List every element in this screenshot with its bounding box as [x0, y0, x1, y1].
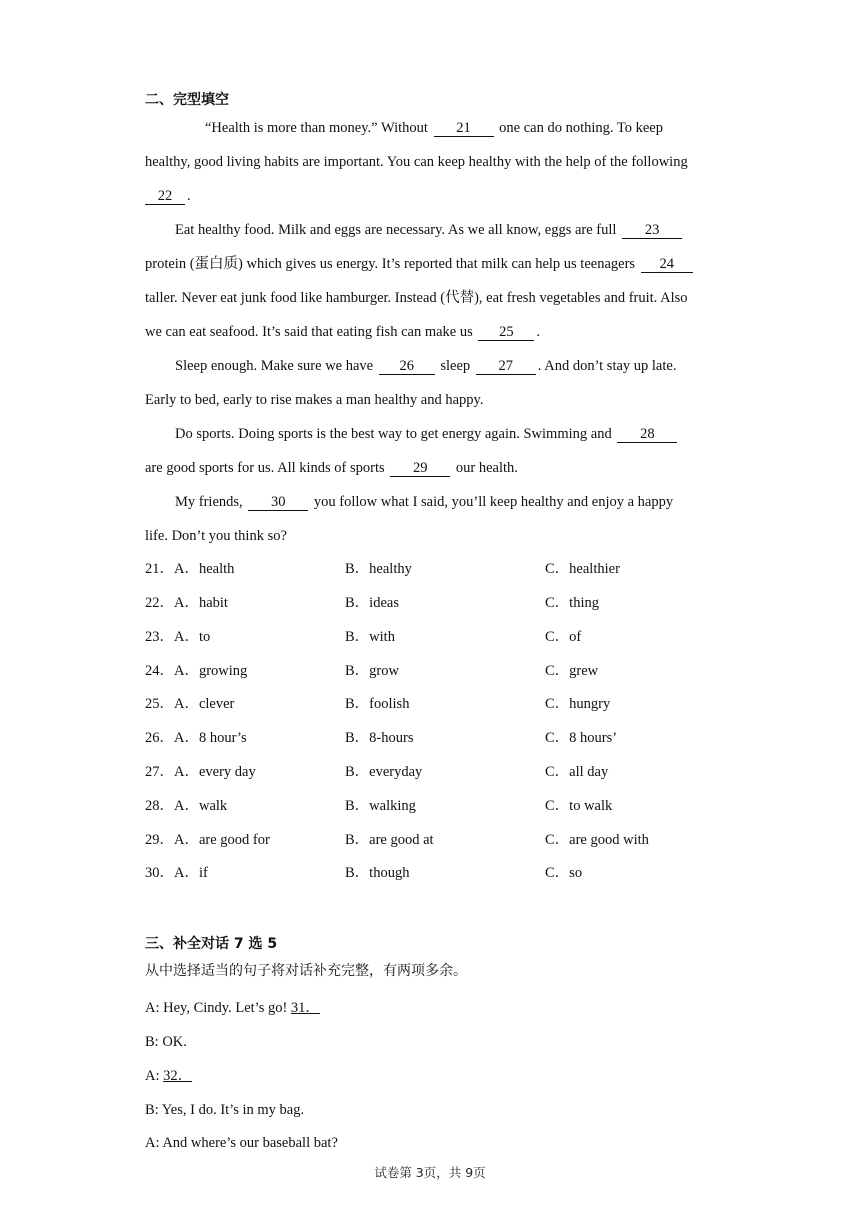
blank-22: 22	[145, 188, 185, 205]
option-23-c: C．of	[545, 629, 582, 645]
option-row-21: 21．A．health	[145, 561, 235, 577]
page-footer: 试卷第 3页，共 9页	[374, 1165, 486, 1180]
blank-28: 28	[617, 426, 677, 443]
section3-heading: 三、补全对话 7 选 5	[145, 936, 278, 952]
dialogue-line-2: B: OK.	[145, 1034, 187, 1050]
option-row-30: 30．A．if	[145, 865, 208, 881]
option-29-b: B．are good at	[345, 832, 434, 848]
section2-heading: 二、完型填空	[145, 92, 229, 108]
blank-27: 27	[476, 358, 536, 375]
option-row-24: 24．A．growing	[145, 663, 248, 679]
option-21-b: B．healthy	[345, 561, 412, 577]
p3-line1: Sleep enough. Make sure we have 26 sleep 27 . And don’t stay up late.	[175, 358, 677, 374]
option-row-25: 25．A．clever	[145, 696, 235, 712]
option-26-b: B．8-hours	[345, 730, 414, 746]
option-row-29: 29．A．are good for	[145, 832, 270, 848]
dialogue-line-5: A: And where’s our baseball bat?	[145, 1135, 338, 1151]
p1-line3: 22 .	[145, 186, 191, 206]
option-27-c: C．all day	[545, 764, 609, 780]
option-24-c: C．grew	[545, 663, 599, 679]
option-row-26: 26．A．8 hour’s	[145, 730, 247, 746]
p2-line1: Eat healthy food. Milk and eggs are necessary. As we all know, eggs are full 23	[175, 220, 684, 240]
p4-line1: Do sports. Doing sports is the best way to get energy again. Swimming and 28	[175, 424, 679, 444]
option-row-23: 23．A．to	[145, 629, 211, 645]
p2-line4: we can eat seafood. It’s said that eating fish can make us 25 .	[145, 324, 540, 340]
p1-line2: healthy, good living habits are important. You can keep healthy with the help of the following	[145, 154, 688, 170]
dialogue-line-4: B: Yes, I do. It’s in my bag.	[145, 1102, 305, 1118]
option-28-b: B．walking	[345, 798, 416, 814]
blank-31: 31．	[290, 1000, 320, 1016]
p2-line2: protein (蛋白质) which gives us energy. It’s reported that milk can help us teenagers 24	[145, 254, 695, 274]
option-22-c: C．thing	[545, 595, 599, 611]
option-29-c: C．are good with	[545, 832, 649, 848]
blank-25: 25	[478, 324, 534, 341]
section3-instruction: 从中选择适当的句子将对话补充完整，有两项多余。	[145, 963, 467, 979]
option-27-b: B．everyday	[345, 764, 423, 780]
p3-line2: Early to bed, early to rise makes a man healthy and happy.	[145, 392, 484, 408]
blank-29: 29	[390, 460, 450, 477]
option-row-22: 22．A．habit	[145, 595, 228, 611]
blank-21: 21	[434, 120, 494, 137]
option-21-c: C．healthier	[545, 561, 620, 577]
option-26-c: C．8 hours’	[545, 730, 618, 746]
dialogue-line-1: A: Hey, Cindy. Let’s go! 31．	[145, 1000, 320, 1016]
option-23-b: B．with	[345, 629, 395, 645]
blank-30: 30	[248, 494, 308, 511]
option-row-28: 28．A．walk	[145, 798, 228, 814]
p1-line1: “Health is more than money.” Without 21 one can do nothing. To keep	[205, 120, 663, 136]
p5-line2: life. Don’t you think so?	[145, 528, 287, 544]
p2-line3: taller. Never eat junk food like hamburger. Instead (代替), eat fresh vegetables and fruit. Also	[145, 290, 688, 306]
p4-line2: are good sports for us. All kinds of sports 29 our health.	[145, 460, 518, 476]
blank-26: 26	[379, 358, 435, 375]
option-22-b: B．ideas	[345, 595, 399, 611]
blank-23: 23	[622, 222, 682, 239]
blank-24: 24	[641, 256, 693, 273]
dialogue-line-3: A: 32．	[145, 1068, 193, 1084]
option-30-b: B．though	[345, 865, 410, 881]
option-25-c: C．hungry	[545, 696, 611, 712]
option-row-27: 27．A．every day	[145, 764, 256, 780]
option-28-c: C．to walk	[545, 798, 613, 814]
option-30-c: C．so	[545, 865, 583, 881]
blank-32: 32．	[163, 1068, 193, 1084]
option-25-b: B．foolish	[345, 696, 410, 712]
option-24-b: B．grow	[345, 663, 399, 679]
p5-line1: My friends, 30 you follow what I said, you’ll keep healthy and enjoy a happy	[175, 494, 674, 510]
